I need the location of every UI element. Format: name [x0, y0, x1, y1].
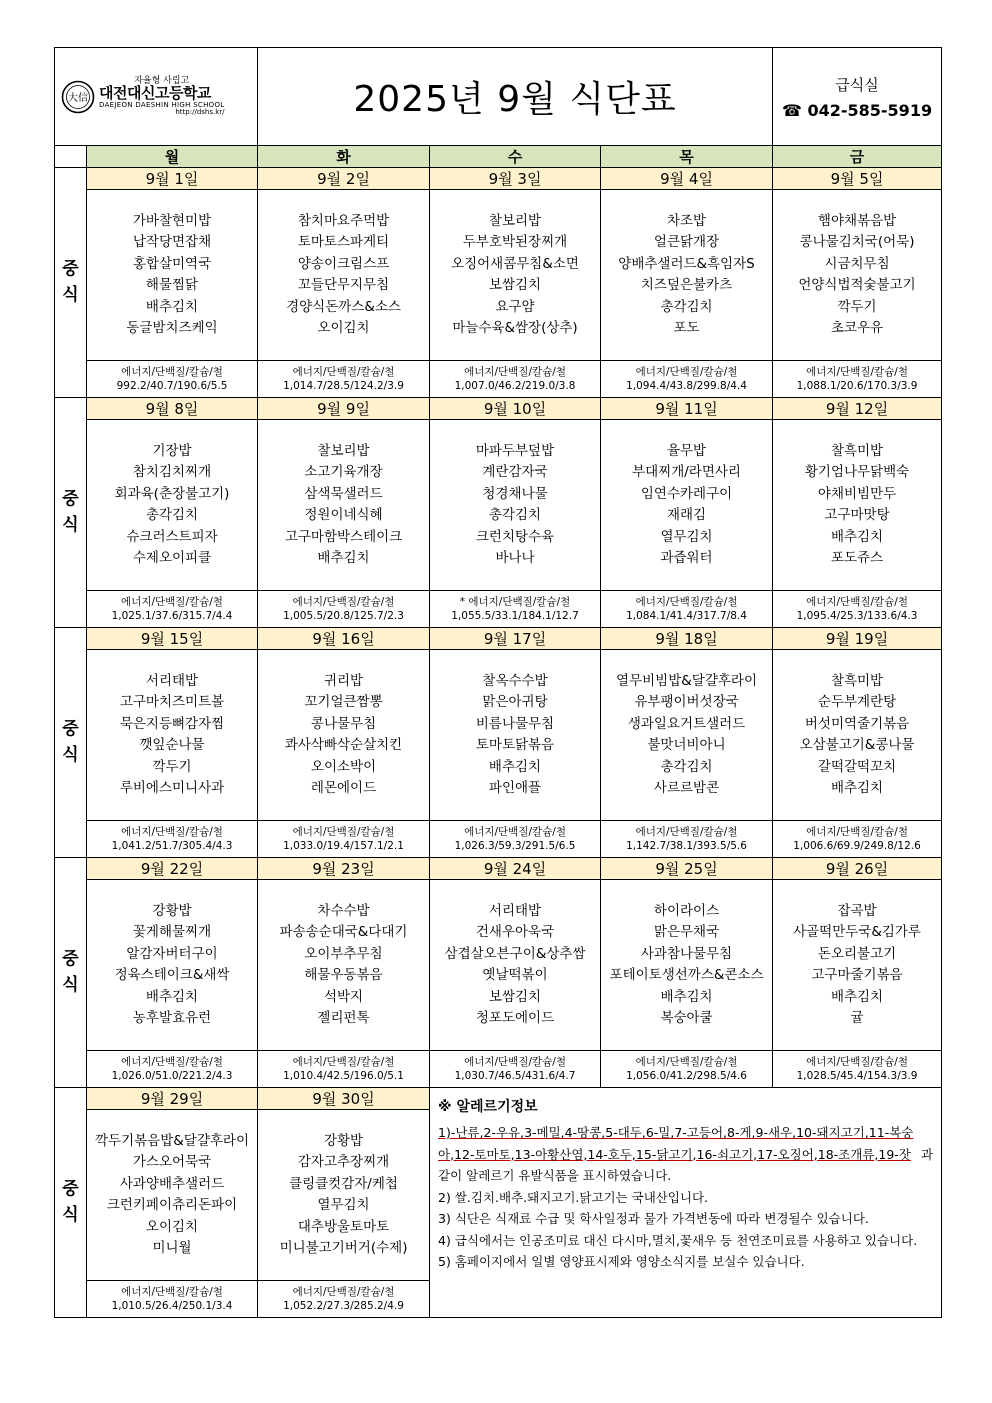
nutrition-values: 1,026.3/59.3/291.5/6.5 [454, 840, 576, 852]
dish-item: 청경채나물 [482, 485, 548, 502]
nutrition-values: 1,055.5/33.1/184.1/12.7 [451, 610, 579, 622]
nutrition-values: 1,088.1/20.6/170.3/3.9 [796, 380, 918, 392]
nutrition-values: 1,006.6/69.9/249.8/12.6 [793, 840, 921, 852]
dish-list [258, 880, 430, 1051]
nutrition-label: 에너지/단백질/칼슘/철 [806, 366, 908, 378]
nutrition-cell [601, 821, 773, 858]
dish-list [601, 650, 773, 821]
dish-item: 재래김 [666, 507, 707, 523]
dish-item: 오이김치 [145, 1218, 199, 1235]
dish-item: 젤리펀톡 [317, 1010, 370, 1026]
dish-item: 루비에스미니사과 [119, 780, 225, 796]
nutrition-cell [258, 821, 430, 858]
dish-list [87, 880, 258, 1051]
dish-item: 오삼불고기&콩나물 [799, 737, 915, 753]
nutrition-label: 에너지/단백질/칼슘/철 [464, 366, 566, 378]
dish-item: 양송이크림스프 [297, 255, 390, 272]
allergy-item-5: 5) 홈페이지에서 일별 영양표시제와 영양소식지를 보실수 있습니다. [438, 1254, 805, 1269]
nutrition-cell [773, 1051, 942, 1088]
nutrition-values: 1,010.5/26.4/250.1/3.4 [111, 1300, 233, 1312]
dish-item: 건새우아욱국 [475, 924, 555, 940]
dish-item: 꽃게해물찌개 [132, 924, 212, 940]
nutrition-label: 에너지/단백질/칼슘/철 [464, 826, 566, 838]
meal-label [55, 1088, 87, 1318]
dish-item: 깻잎순나물 [139, 737, 205, 753]
dish-item: 고구마맛탕 [824, 507, 890, 523]
nutrition-values: 1,056.0/41.2/298.5/4.6 [626, 1070, 747, 1082]
dish-item: 하이라이스 [653, 902, 720, 919]
dish-item: 계란감자국 [482, 464, 548, 480]
dish-list [430, 880, 601, 1051]
dish-item: 배추김치 [830, 780, 884, 796]
dish-item: 두부호박된장찌개 [462, 234, 568, 250]
dish-item: 맑은무채국 [653, 924, 720, 940]
dish-item: 슈크러스트피자 [126, 528, 218, 545]
nutrition-values: 1,095.4/25.3/133.6/4.3 [796, 610, 918, 622]
dish-item: 보쌈김치 [488, 988, 542, 1005]
dish-list [258, 1110, 430, 1281]
meal-label-text: 중 식 [62, 949, 79, 995]
school-name-en: DAEJEON DAESHIN HIGH SCHOOL [99, 100, 225, 109]
dish-item: 오이김치 [317, 320, 370, 336]
date-cell: 9월 3일 [430, 168, 601, 190]
dish-item: 귤 [850, 1010, 864, 1026]
nutrition-cell [430, 821, 601, 858]
date-cell: 9월 15일 [87, 628, 258, 650]
weekday-header: 목 [601, 146, 773, 168]
nutrition-cell [87, 821, 258, 858]
nutrition-cell [87, 1281, 258, 1318]
dish-item: 묵은지등뼈감자찜 [119, 715, 225, 732]
dish-list [258, 650, 430, 821]
date-cell: 9월 23일 [258, 858, 430, 880]
nutrition-label: 에너지/단백질/칼슘/철 [635, 596, 738, 608]
dish-item: 회과육(춘장불고기) [114, 485, 230, 502]
nutrition-label: * 에너지/단백질/칼슘/철 [459, 596, 571, 608]
dish-item: 오이부추무침 [304, 945, 383, 962]
date-cell: 9월 12일 [773, 398, 942, 420]
nutrition-values: 1,005.5/20.8/125.7/2.3 [283, 610, 404, 622]
dish-item: 찰옥수수밥 [482, 672, 548, 689]
dish-item: 갈떡갈떡꼬치 [817, 758, 897, 775]
nutrition-values: 1,028.5/45.4/154.3/3.9 [796, 1070, 918, 1082]
dish-item: 배추김치 [830, 988, 884, 1005]
dish-item: 임연수카레구이 [640, 485, 733, 502]
date-cell: 9월 22일 [87, 858, 258, 880]
dish-item: 맑은아귀탕 [482, 694, 548, 710]
dish-item: 경양식돈까스&소스 [286, 298, 401, 315]
dish-item: 햄야채볶음밥 [817, 212, 897, 229]
dish-item: 해물우동볶음 [304, 967, 383, 983]
dish-list [773, 420, 942, 591]
meal-label [55, 168, 87, 398]
dish-item: 언양식법적숯불고기 [798, 277, 916, 293]
dish-item: 동글밤치즈케익 [126, 320, 218, 336]
nutrition-values: 1,014.7/28.5/124.2/3.9 [283, 380, 404, 392]
nutrition-values: 1,026.0/51.0/221.2/4.3 [111, 1070, 233, 1082]
dish-list [87, 650, 258, 821]
date-cell: 9월 8일 [87, 398, 258, 420]
dish-item: 찰보리밥 [488, 212, 542, 229]
dish-item: 마파두부덮밥 [475, 442, 555, 459]
dish-list [430, 650, 601, 821]
nutrition-cell [601, 1051, 773, 1088]
dish-item: 정원이네식혜 [304, 507, 383, 523]
dish-item: 레몬에이드 [310, 780, 377, 796]
meal-label-text: 중 식 [62, 719, 79, 765]
page-title: 2025년 9월 식단표 [258, 48, 773, 146]
dish-item: 열무비빔밥&달걀후라이 [616, 672, 757, 689]
dish-item: 포도쥬스 [830, 550, 884, 566]
dish-item: 고구마함박스테이크 [284, 528, 403, 545]
date-cell: 9월 2일 [258, 168, 430, 190]
dish-item: 고구마치즈미트볼 [119, 694, 225, 710]
dish-item: 배추김치 [488, 758, 542, 775]
nutrition-label: 에너지/단백질/칼슘/철 [292, 596, 395, 608]
date-cell: 9월 26일 [773, 858, 942, 880]
allergy-item-4: 4) 급식에서는 인공조미료 대신 다시마,멸치,꽃새우 등 천연조미료를 사용하고 있습니다. [438, 1232, 918, 1248]
dish-list [87, 1110, 258, 1281]
dish-item: 사과양배추샐러드 [119, 1175, 225, 1192]
school-url[interactable]: http://dshs.kr/ [175, 108, 225, 117]
nutrition-label: 에너지/단백질/칼슘/철 [806, 1056, 908, 1068]
dish-item: 석박지 [323, 988, 364, 1005]
dish-item: 찰흑미밥 [830, 672, 884, 689]
nutrition-values: 1,007.0/46.2/219.0/3.8 [454, 380, 576, 392]
dish-item: 미니월 [152, 1240, 192, 1256]
dish-item: 고구마줄기볶음 [811, 967, 903, 983]
allergy-item-1 [438, 1122, 933, 1187]
dish-list [773, 190, 942, 361]
dish-item: 부대찌개/라면사리 [632, 464, 741, 480]
dish-item: 깍두기 [152, 758, 192, 775]
date-cell: 9월 24일 [430, 858, 601, 880]
nutrition-values: 1,052.2/27.3/285.2/4.9 [283, 1300, 404, 1312]
dept-name: 급식실 [835, 75, 879, 94]
dish-item: 깍두기볶음밥&달걀후라이 [95, 1132, 249, 1149]
dish-item: 옛날떡볶이 [482, 967, 548, 983]
dish-item: 대추방울토마토 [297, 1218, 390, 1235]
nutrition-cell [87, 1051, 258, 1088]
dish-item: 강황밥 [323, 1132, 364, 1149]
nutrition-label: 에너지/단백질/칼슘/철 [121, 1286, 223, 1298]
nutrition-label: 에너지/단백질/칼슘/철 [292, 1056, 395, 1068]
nutrition-label: 에너지/단백질/칼슘/철 [121, 366, 223, 378]
date-cell: 9월 16일 [258, 628, 430, 650]
dish-item: 열무김치 [660, 528, 713, 545]
dish-item: 복숭아쿨 [660, 1010, 713, 1026]
dish-item: 바나나 [495, 550, 535, 566]
weekday-header: 금 [773, 146, 942, 168]
dish-item: 잡곡밥 [837, 902, 877, 919]
dish-item: 양배추샐러드&흑임자S [618, 255, 755, 272]
school-type-label: 자율형 사립고 [134, 75, 190, 86]
dish-list [773, 650, 942, 821]
dish-item: 청포도에이드 [475, 1010, 555, 1026]
meal-label-text: 중 식 [62, 489, 79, 535]
contact-cell [773, 48, 942, 146]
date-cell: 9월 25일 [601, 858, 773, 880]
nutrition-values: 1,094.4/43.8/299.8/4.4 [626, 380, 747, 392]
dish-item: 포테이토생선까스&콘소스 [609, 967, 764, 983]
nutrition-label: 에너지/단백질/칼슘/철 [292, 366, 395, 378]
dish-item: 사골떡만두국&김가루 [793, 924, 921, 940]
meal-label [55, 398, 87, 628]
nutrition-cell [601, 591, 773, 628]
dish-item: 토마토닭볶음 [475, 737, 555, 753]
allergy-title: ※ 알레르기정보 [438, 1099, 538, 1115]
meal-label-text: 중 식 [62, 1179, 79, 1225]
date-cell: 9월 17일 [430, 628, 601, 650]
nutrition-label: 에너지/단백질/칼슘/철 [635, 826, 738, 838]
dish-item: 미니불고기버거(수제) [279, 1240, 408, 1256]
dish-item: 해물찜닭 [145, 277, 199, 293]
dish-list [258, 420, 430, 591]
date-cell: 9월 30일 [258, 1088, 430, 1110]
nutrition-label: 에너지/단백질/칼슘/철 [635, 366, 738, 378]
dish-item: 치즈덮은불카츠 [640, 277, 733, 293]
dish-list [87, 420, 258, 591]
dish-item: 사과참나물무침 [640, 945, 733, 962]
dish-item: 야채비빔만두 [817, 485, 897, 502]
nutrition-values: 1,025.1/37.6/315.7/4.4 [111, 610, 233, 622]
nutrition-label: 에너지/단백질/칼슘/철 [121, 596, 223, 608]
dish-item: 사르르밤콘 [653, 780, 720, 796]
dish-item: 포도 [673, 320, 700, 336]
dish-item: 돈오리불고기 [817, 945, 897, 962]
dish-item: 삼겹살오븐구이&상추쌈 [444, 945, 586, 962]
dish-item: 찰보리밥 [317, 442, 370, 459]
weekday-header: 화 [258, 146, 430, 168]
allergy-info [430, 1088, 942, 1318]
allergy-item-2: 2) 쌀.김치.배추.돼지고기.닭고기는 국내산입니다. [438, 1189, 709, 1205]
dish-item: 정육스테이크&새싹 [114, 967, 230, 983]
dish-item: 수제오이피클 [132, 550, 212, 566]
nutrition-cell [87, 591, 258, 628]
dish-item: 시금치무침 [824, 255, 890, 272]
nutrition-values: 1,033.0/19.4/157.1/2.1 [283, 840, 404, 852]
dish-item: 콰사삭빠삭순살치킨 [284, 737, 403, 753]
dish-item: 차조밥 [666, 212, 707, 229]
weekday-header: 수 [430, 146, 601, 168]
dish-list [430, 190, 601, 361]
nutrition-cell [773, 591, 942, 628]
dish-item: 납작당면잡채 [132, 234, 212, 250]
school-logo-cell [55, 48, 258, 146]
dish-item: 강황밥 [152, 902, 192, 919]
dish-item: 배추김치 [145, 298, 199, 315]
nutrition-values: 1,142.7/38.1/393.5/5.6 [626, 840, 747, 852]
nutrition-cell [773, 821, 942, 858]
dish-item: 참치김치찌개 [132, 464, 212, 480]
dish-item: 크런치탕수육 [475, 528, 555, 545]
date-cell: 9월 18일 [601, 628, 773, 650]
dish-item: 총각김치 [660, 758, 713, 775]
nutrition-cell [430, 1051, 601, 1088]
dish-item: 불맛너비아니 [647, 737, 726, 753]
dish-item: 마늘수육&쌈장(상추) [452, 320, 578, 336]
dish-item: 클링클컷감자/케첩 [289, 1175, 398, 1192]
nutrition-cell [430, 591, 601, 628]
dish-item: 토마토스파게티 [297, 234, 390, 250]
phone-number: ☎ 042-585-5919 [781, 100, 933, 120]
nutrition-label: 에너지/단백질/칼슘/철 [635, 1056, 738, 1068]
dish-list [430, 420, 601, 591]
dish-item: 얼큰닭개장 [653, 234, 720, 250]
dish-item: 삼색묵샐러드 [304, 485, 383, 502]
dish-item: 알감자버터구이 [126, 945, 218, 962]
dish-item: 가바찰현미밥 [132, 212, 212, 229]
nutrition-label: 에너지/단백질/칼슘/철 [806, 596, 908, 608]
dish-item: 차수수밥 [317, 902, 370, 919]
date-cell: 9월 19일 [773, 628, 942, 650]
dish-item: 파송송순대국&다대기 [279, 924, 408, 940]
dish-item: 과즙워터 [660, 550, 713, 566]
dish-item: 초코우유 [830, 320, 884, 336]
nutrition-cell [430, 361, 601, 398]
nutrition-label: 에너지/단백질/칼슘/철 [292, 826, 395, 838]
allergy-list: 1)-난류,2-우유,3-메밀,4-땅콩,5-대두,6-밀,7-고등어,8-게,9-새우,10-돼지고기,11-복숭아,12-토마토,13-아황산염,14-호두,15-닭고기,16-쇠고기,17-오징어,18-조개류,19-잣 [438, 1125, 914, 1162]
nutrition-label: 에너지/단백질/칼슘/철 [121, 826, 223, 838]
date-cell: 9월 4일 [601, 168, 773, 190]
nutrition-values: 1,041.2/51.7/305.4/4.3 [111, 840, 233, 852]
dish-item: 율무밥 [666, 442, 707, 459]
school-name: 대전대신고등학교 [99, 84, 211, 102]
nutrition-cell [258, 591, 430, 628]
dish-item: 생과일요거트샐러드 [627, 715, 746, 732]
meal-label [55, 858, 87, 1088]
nutrition-values: 1,030.7/46.5/431.6/4.7 [454, 1070, 576, 1082]
dish-item: 콩나물김치국(어묵) [799, 234, 915, 250]
dish-item: 총각김치 [660, 298, 713, 315]
dish-item: 홍합살미역국 [132, 255, 212, 272]
meal-label-text: 중 식 [62, 259, 79, 305]
dish-item: 배추김치 [830, 528, 884, 545]
date-cell: 9월 29일 [87, 1088, 258, 1110]
nutrition-cell [87, 361, 258, 398]
dish-item: 열무김치 [317, 1197, 370, 1213]
dish-item: 오징어새콤무침&소면 [451, 255, 579, 272]
allergy-item-3: 3) 식단은 식재료 수급 및 학사일정과 물가 가격변동에 따라 변경될수 있습니다. [438, 1211, 869, 1226]
dish-item: 파인애플 [488, 780, 542, 796]
nutrition-label: 에너지/단백질/칼슘/철 [292, 1286, 395, 1298]
date-cell: 9월 1일 [87, 168, 258, 190]
dish-item: 참치마요주먹밥 [297, 212, 390, 229]
dish-item: 감자고추장찌개 [297, 1154, 390, 1170]
nutrition-label: 에너지/단백질/칼슘/철 [121, 1056, 223, 1068]
corner-cell [55, 146, 87, 168]
dish-item: 순두부계란탕 [817, 694, 897, 710]
dish-list [87, 190, 258, 361]
nutrition-cell [258, 361, 430, 398]
dish-item: 가스오어묵국 [132, 1154, 212, 1170]
dish-item: 요구얌 [495, 298, 535, 315]
dish-item: 크런키페이츄리돈파이 [106, 1197, 238, 1213]
dish-item: 농후발효유런 [132, 1010, 212, 1026]
dish-list [601, 420, 773, 591]
date-cell: 9월 11일 [601, 398, 773, 420]
school-emblem-icon [61, 80, 95, 114]
dish-item: 소고기육개장 [304, 464, 383, 480]
svg-text:大信: 大信 [68, 92, 88, 104]
dish-item: 보쌈김치 [488, 277, 542, 293]
dish-item: 깍두기 [837, 298, 877, 315]
nutrition-cell [258, 1051, 430, 1088]
date-cell: 9월 10일 [430, 398, 601, 420]
dish-item: 오이소박이 [310, 758, 377, 775]
allergy-note: 과 같이 알레르기 유발식품을 표시하였습니다. [438, 1146, 934, 1183]
dish-item: 배추김치 [145, 988, 199, 1005]
meal-label [55, 628, 87, 858]
date-cell: 9월 5일 [773, 168, 942, 190]
dish-item: 유부팽이버섯장국 [634, 694, 739, 710]
dish-item: 배추김치 [317, 550, 370, 566]
nutrition-values: 1,010.4/42.5/196.0/5.1 [283, 1070, 404, 1082]
nutrition-values: 992.2/40.7/190.6/5.5 [116, 380, 228, 392]
nutrition-label: 에너지/단백질/칼슘/철 [464, 1056, 566, 1068]
dish-list [601, 190, 773, 361]
nutrition-label: 에너지/단백질/칼슘/철 [806, 826, 908, 838]
nutrition-cell [773, 361, 942, 398]
date-cell: 9월 9일 [258, 398, 430, 420]
dish-item: 황기엄나무닭백숙 [804, 464, 910, 480]
nutrition-cell [601, 361, 773, 398]
weekday-header: 월 [87, 146, 258, 168]
dish-list [258, 190, 430, 361]
dish-item: 총각김치 [145, 507, 199, 523]
dish-item: 총각김치 [488, 507, 542, 523]
dish-item: 비름나물무침 [475, 715, 555, 732]
dish-list [773, 880, 942, 1051]
dish-item: 서리태밥 [488, 902, 542, 919]
dish-item: 꼬기얼큰짬뽕 [304, 694, 383, 710]
nutrition-values: 1,084.1/41.4/317.7/8.4 [626, 610, 747, 622]
menu-table [54, 47, 942, 1318]
dish-item: 버섯미역줄기볶음 [804, 715, 910, 732]
dish-item: 찰흑미밥 [830, 442, 884, 459]
dish-item: 꼬들단무지무침 [297, 277, 390, 293]
dish-item: 기장밥 [152, 442, 192, 459]
dish-item: 배추김치 [660, 988, 713, 1005]
dish-item: 콩나물무침 [310, 715, 377, 732]
nutrition-cell [258, 1281, 430, 1318]
dish-item: 귀리밥 [323, 672, 364, 689]
dish-list [601, 880, 773, 1051]
dish-item: 서리태밥 [145, 672, 199, 689]
